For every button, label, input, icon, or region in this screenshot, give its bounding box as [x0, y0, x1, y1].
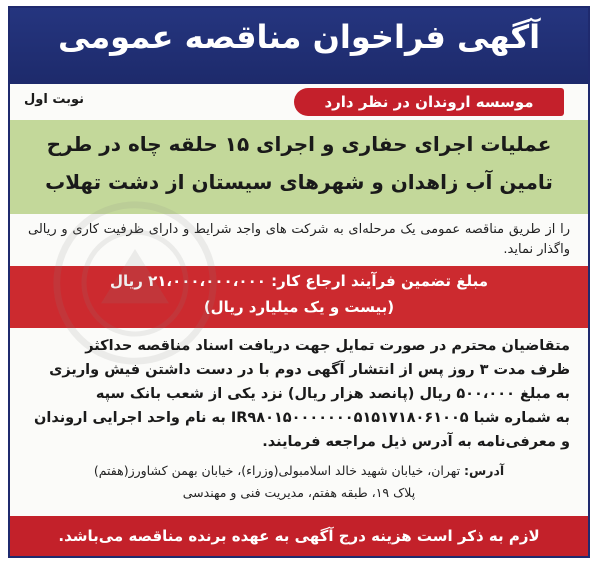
header-banner: [10, 8, 588, 84]
intro-text: را از طریق مناقصه عمومی یک مرحله‌ای به شرکت های واجد شرایط و دارای ظرفیت کاری و ریالی واگذار نماید.: [28, 222, 570, 257]
organizer-ribbon: موسسه اروندان در نظر دارد: [294, 88, 564, 116]
project-title-line-1: عملیات اجرای حفاری و اجرای ۱۵ حلقه چاه در طرح: [46, 132, 552, 156]
instructions-line-1: متقاضیان محترم در صورت تمایل جهت دریافت اسناد مناقصه حداکثر: [85, 338, 570, 354]
project-title-line-2: تامین آب زاهدان و شهرهای سیستان از دشت تهلاب: [45, 170, 553, 194]
instructions-line-2: ظرف مدت ۳ روز پس از انتشار آگهی دوم با در دست داشتن فیش واریزی: [49, 362, 570, 378]
address-line-2: پلاک ۱۹، طبقه هفتم، مدیریت فنی و مهندسی: [182, 485, 416, 500]
address-label: آدرس:: [464, 463, 505, 478]
address-line-1: [28, 460, 570, 482]
address-street: تهران، خیابان شهید خالد اسلامبولی(وزراء)، خیابان بهمن کشاورز(هفتم): [93, 463, 461, 478]
instructions-line-5: و معرفی‌نامه به آدرس ذیل مراجعه فرمایند.: [262, 434, 570, 450]
instructions-line-3: به مبلغ ۵۰۰،۰۰۰ ریال (پانصد هزار ریال) نزد یکی از شعب بانک سپه: [95, 386, 570, 402]
publication-round: نوبت اول: [24, 92, 85, 107]
instructions-text: [28, 334, 570, 454]
tender-advertisement: [8, 6, 590, 558]
guarantee-amount-words: (بیست و یک میلیارد ریال): [203, 298, 395, 316]
instructions-line-4: به شماره شبا IR۹۸۰۱۵۰۰۰۰۰۰۰۵۱۵۱۷۱۸۰۶۱۰۰۵ به نام واحد اجرایی اروندان: [34, 410, 570, 426]
footer-note: لازم به ذکر است هزینه درج آگهی به عهده برنده مناقصه می‌باشد.: [10, 516, 588, 556]
address-block: [28, 460, 570, 504]
guarantee-amount: مبلغ تضمین فرآیند ارجاع کار: ۲۱،۰۰۰،۰۰۰،۰۰۰ ریال: [109, 272, 489, 290]
ad-title: آگهی فراخوان مناقصه عمومی: [57, 18, 541, 56]
